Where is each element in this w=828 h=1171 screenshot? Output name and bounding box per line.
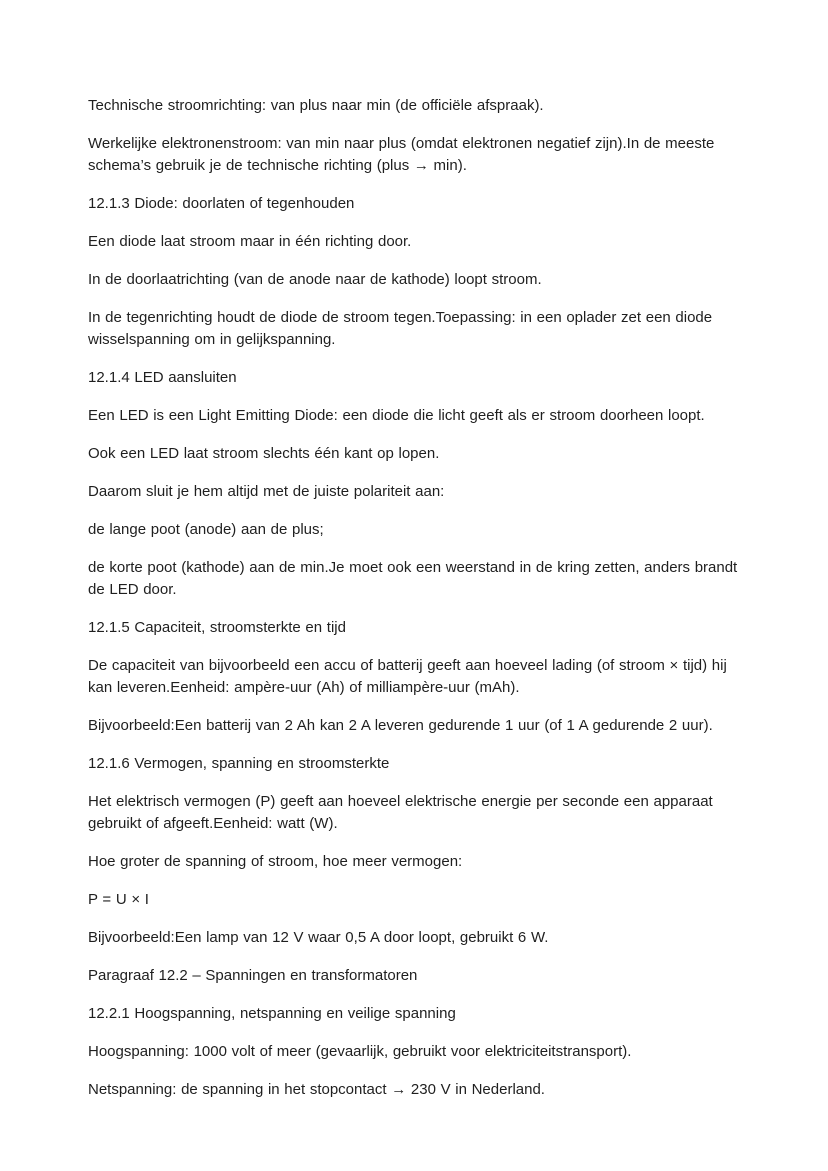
paragraph-vermogen-definitie: Het elektrisch vermogen (P) geeft aan hoeveel elektrische energie per seconde een apparaat gebruikt of afgeeft.Eenheid: watt (W). — [88, 793, 713, 832]
paragraph-korte-poot-weerstand: de korte poot (kathode) aan de min.Je moet ook een weerstand in de kring zetten, anders brandt de LED door. — [88, 559, 738, 598]
document-page — [88, 95, 750, 1117]
paragraph-werkelijke-elektronenstroom: Werkelijke elektronenstroom: van min naar plus (omdat elektronen negatief zijn).In de meeste schema’s gebruik je de technische richting (plus → min). — [88, 135, 715, 174]
paragraph-netspanning: Netspanning: de spanning in het stopcontact → 230 V in Nederland. — [88, 1081, 545, 1098]
paragraph-batterij-voorbeeld: Bijvoorbeeld:Een batterij van 2 Ah kan 2 A leveren gedurende 1 uur (of 1 A gedurende 2 uur). — [88, 717, 713, 734]
heading-12-1-6-vermogen: 12.1.6 Vermogen, spanning en stroomsterkte — [88, 755, 390, 772]
paragraph-technische-stroomrichting: Technische stroomrichting: van plus naar min (de officiële afspraak). — [88, 97, 544, 114]
heading-12-2-1-hoogspanning: 12.2.1 Hoogspanning, netspanning en veilige spanning — [88, 1005, 456, 1022]
heading-12-1-5-capaciteit: 12.1.5 Capaciteit, stroomsterkte en tijd — [88, 619, 346, 636]
heading-12-1-3-diode: 12.1.3 Diode: doorlaten of tegenhouden — [88, 195, 355, 212]
heading-12-1-4-led-aansluiten: 12.1.4 LED aansluiten — [88, 369, 237, 386]
paragraph-capaciteit-eenheid: De capaciteit van bijvoorbeeld een accu of batterij geeft aan hoeveel lading (of stroom × tijd) hij kan leveren.Eenheid: ampère-uur (Ah) of milliampère-uur (mAh). — [88, 657, 727, 696]
paragraph-formule-p-u-i: P = U × I — [88, 891, 149, 908]
paragraph-led-een-kant: Ook een LED laat stroom slechts één kant op lopen. — [88, 445, 440, 462]
paragraph-lamp-voorbeeld: Bijvoorbeeld:Een lamp van 12 V waar 0,5 A door loopt, gebruikt 6 W. — [88, 929, 549, 946]
paragraph-juiste-polariteit: Daarom sluit je hem altijd met de juiste polariteit aan: — [88, 483, 445, 500]
paragraph-tegenrichting-toepassing: In de tegenrichting houdt de diode de stroom tegen.Toepassing: in een oplader zet een diode wisselspanning om in gelijkspanning. — [88, 309, 713, 348]
heading-paragraaf-12-2: Paragraaf 12.2 – Spanningen en transformatoren — [88, 967, 418, 984]
paragraph-hoogspanning: Hoogspanning: 1000 volt of meer (gevaarlijk, gebruikt voor elektriciteitstransport). — [88, 1043, 632, 1060]
paragraph-lange-poot-anode: de lange poot (anode) aan de plus; — [88, 521, 324, 538]
paragraph-spanning-stroom-vermogen: Hoe groter de spanning of stroom, hoe meer vermogen: — [88, 853, 463, 870]
paragraph-diode-een-richting: Een diode laat stroom maar in één richting door. — [88, 233, 412, 250]
paragraph-led-definitie: Een LED is een Light Emitting Diode: een diode die licht geeft als er stroom doorheen loopt. — [88, 407, 705, 424]
paragraph-doorlaatrichting: In de doorlaatrichting (van de anode naar de kathode) loopt stroom. — [88, 271, 542, 288]
